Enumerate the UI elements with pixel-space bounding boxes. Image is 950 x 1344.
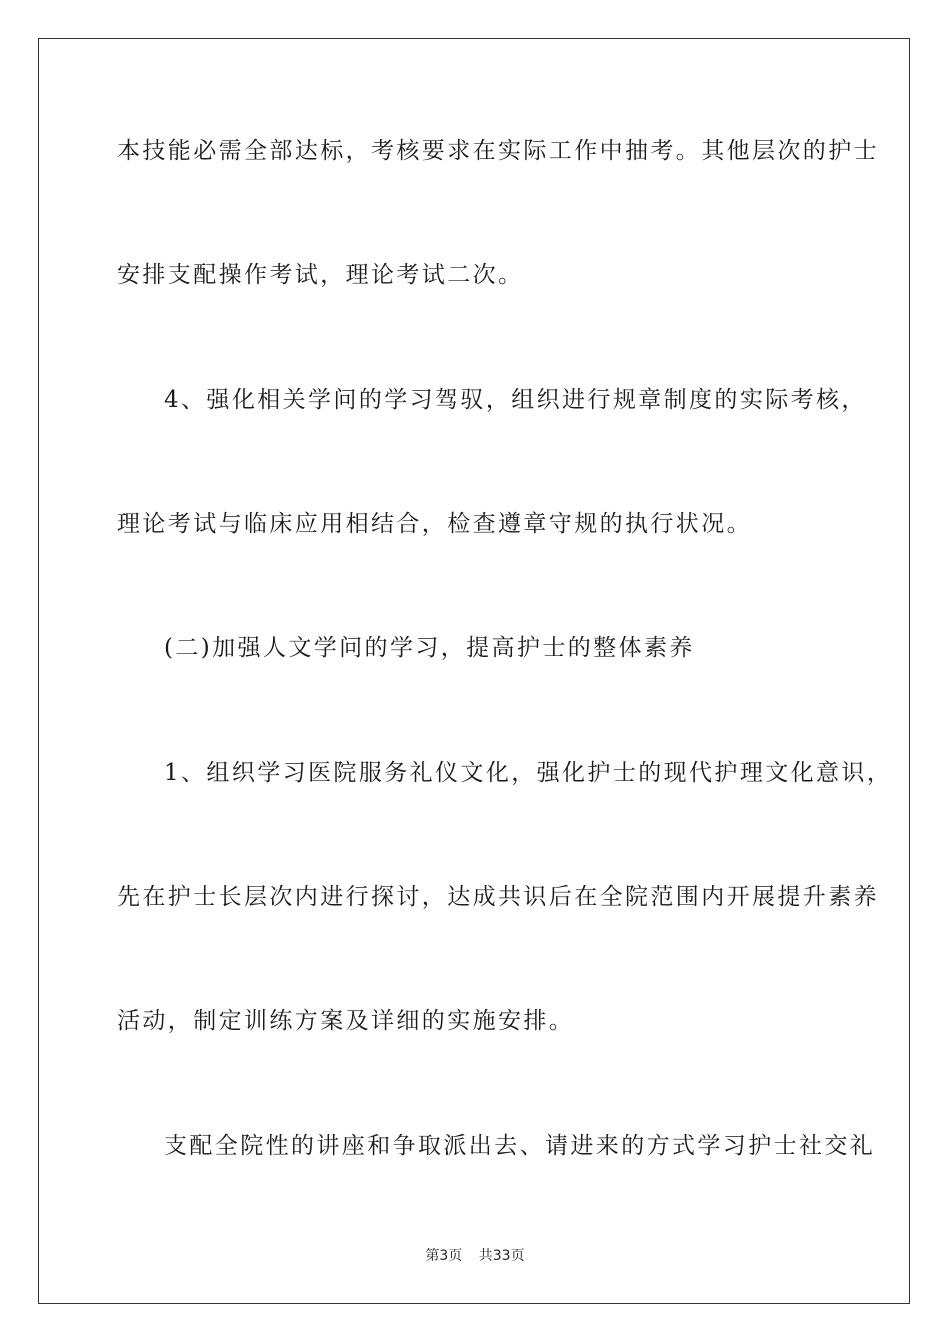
- paragraph-line-1: 本技能必需全部达标，考核要求在实际工作中抽考。其他层次的护士: [117, 138, 879, 164]
- paragraph-line-6: 1、组织学习医院服务礼仪文化，强化护士的现代护理文化意识，: [164, 760, 893, 786]
- paragraph-line-7: 先在护士长层次内进行探讨，达成共识后在全院范围内开展提升素养: [117, 884, 879, 910]
- paragraph-line-2: 安排支配操作考试，理论考试二次。: [117, 262, 524, 288]
- page-border: [38, 38, 910, 1304]
- section-heading: (二)加强人文学问的学习，提高护士的整体素养: [164, 635, 695, 661]
- paragraph-line-4: 理论考试与临床应用相结合，检查遵章守规的执行状况。: [117, 511, 752, 537]
- page-footer: [0, 1246, 950, 1266]
- paragraph-line-3: 4、强化相关学问的学习驾驭，组织进行规章制度的实际考核，: [164, 387, 867, 413]
- page-total: 共33页: [478, 1248, 525, 1264]
- paragraph-line-8: 活动，制定训练方案及详细的实施安排。: [117, 1008, 575, 1034]
- paragraph-line-9: 支配全院性的讲座和争取派出去、请进来的方式学习护士社交礼: [164, 1133, 876, 1159]
- page-number: 第3页: [425, 1248, 463, 1264]
